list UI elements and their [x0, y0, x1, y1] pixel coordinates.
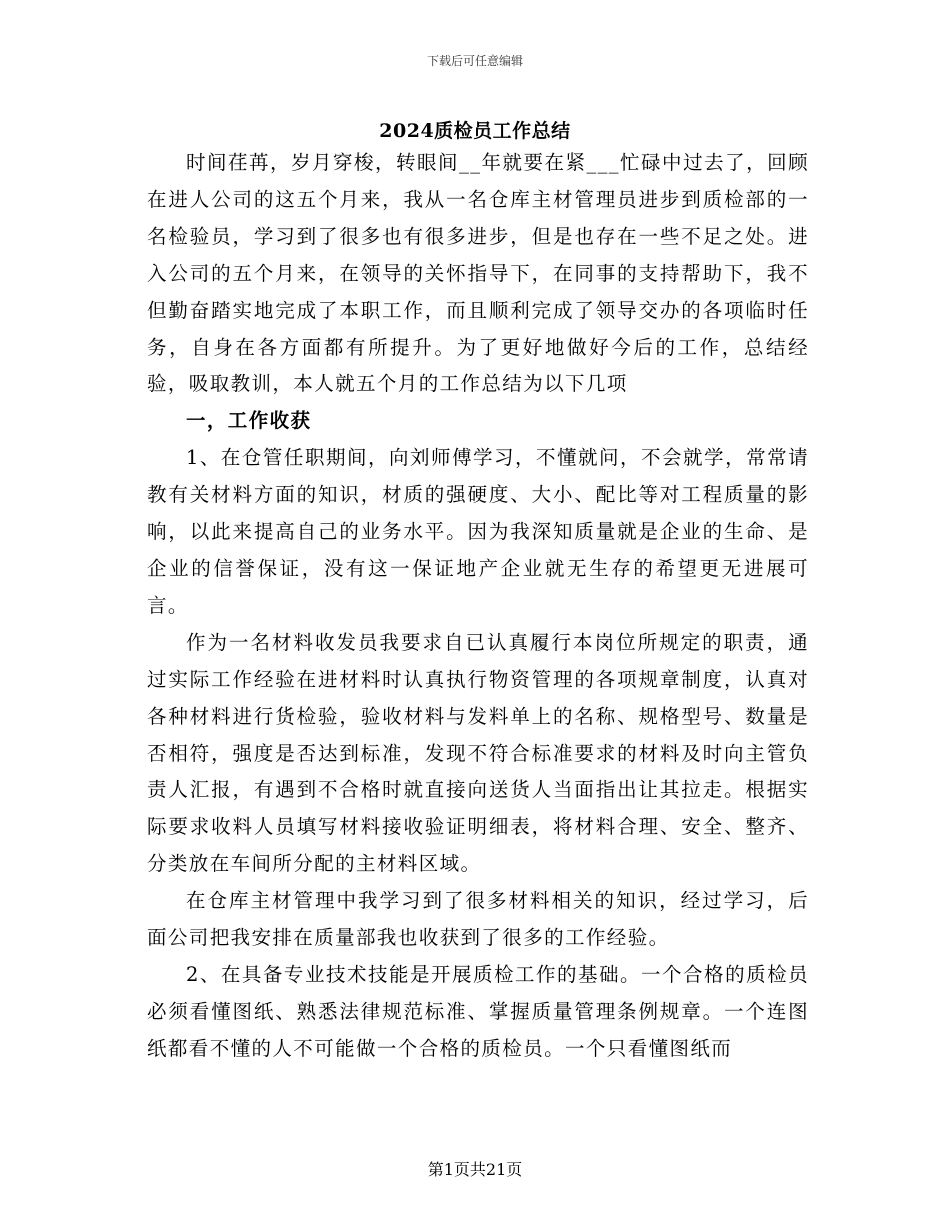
paragraph-item-2: 2、在具备专业技术技能是开展质检工作的基础。一个合格的质检员必须看懂图纸、熟悉法律规范标准、掌握质量管理条例规章。一个连图纸都看不懂的人不可能做一个合格的质检员。一个只看懂图纸而 — [147, 962, 809, 1060]
paragraph-item-1: 1、在仓管任职期间，向刘师傅学习，不懂就问，不会就学，常常请教有关材料方面的知识，材质的强硬度、大小、配比等对工程质量的影响，以此来提高自己的业务水平。因为我深知质量就是企业的生命、是企业的信誉保证，没有这一保证地产企业就无生存的希望更无进展可言。 — [147, 446, 809, 617]
paragraph-intro: 时间荏苒，岁月穿梭，转眼间__年就要在紧___忙碌中过去了，回顾在进人公司的这五个月来，我从一名仓库主材管理员进步到质检部的一名检验员，学习到了很多也有很多进步，但是也存在一些不足之处。进入公司的五个月来，在领导的关怀指导下，在同事的支持帮助下，我不但勤奋踏实地完成了本职工作，而且顺利完成了领导交办的各项临时任务，自身在各方面都有所提升。为了更好地做好今后的工作，总结经验，吸取教训，本人就五个月的工作总结为以下几项 — [147, 151, 809, 396]
paragraph-material-clerk: 作为一名材料收发员我要求自已认真履行本岗位所规定的职责，通过实际工作经验在进材料时认真执行物资管理的各项规章制度，认真对各种材料进行货检验，验收材料与发料单上的名称、规格型号、数量是否相符，强度是否达到标准，发现不符合标准要求的材料及时向主管负责人汇报，有遇到不合格时就直接向送货人当面指出让其拉走。根据实际要求收料人员填写材料接收验证明细表，将材料合理、安全、整齐、分类放在车间所分配的主材料区域。 — [147, 630, 809, 876]
paragraph-warehouse: 在仓库主材管理中我学习到了很多材料相关的知识，经过学习，后面公司把我安排在质量部我也收获到了很多的工作经验。 — [147, 889, 809, 950]
header-note: 下载后可任意编辑 — [426, 54, 523, 68]
section-heading-work-gains: 一，工作收获 — [186, 409, 312, 433]
page-number: 第1页共21页 — [427, 1160, 523, 1179]
document-title: 2024质检员工作总结 — [379, 120, 571, 142]
document-body — [147, 145, 809, 1068]
